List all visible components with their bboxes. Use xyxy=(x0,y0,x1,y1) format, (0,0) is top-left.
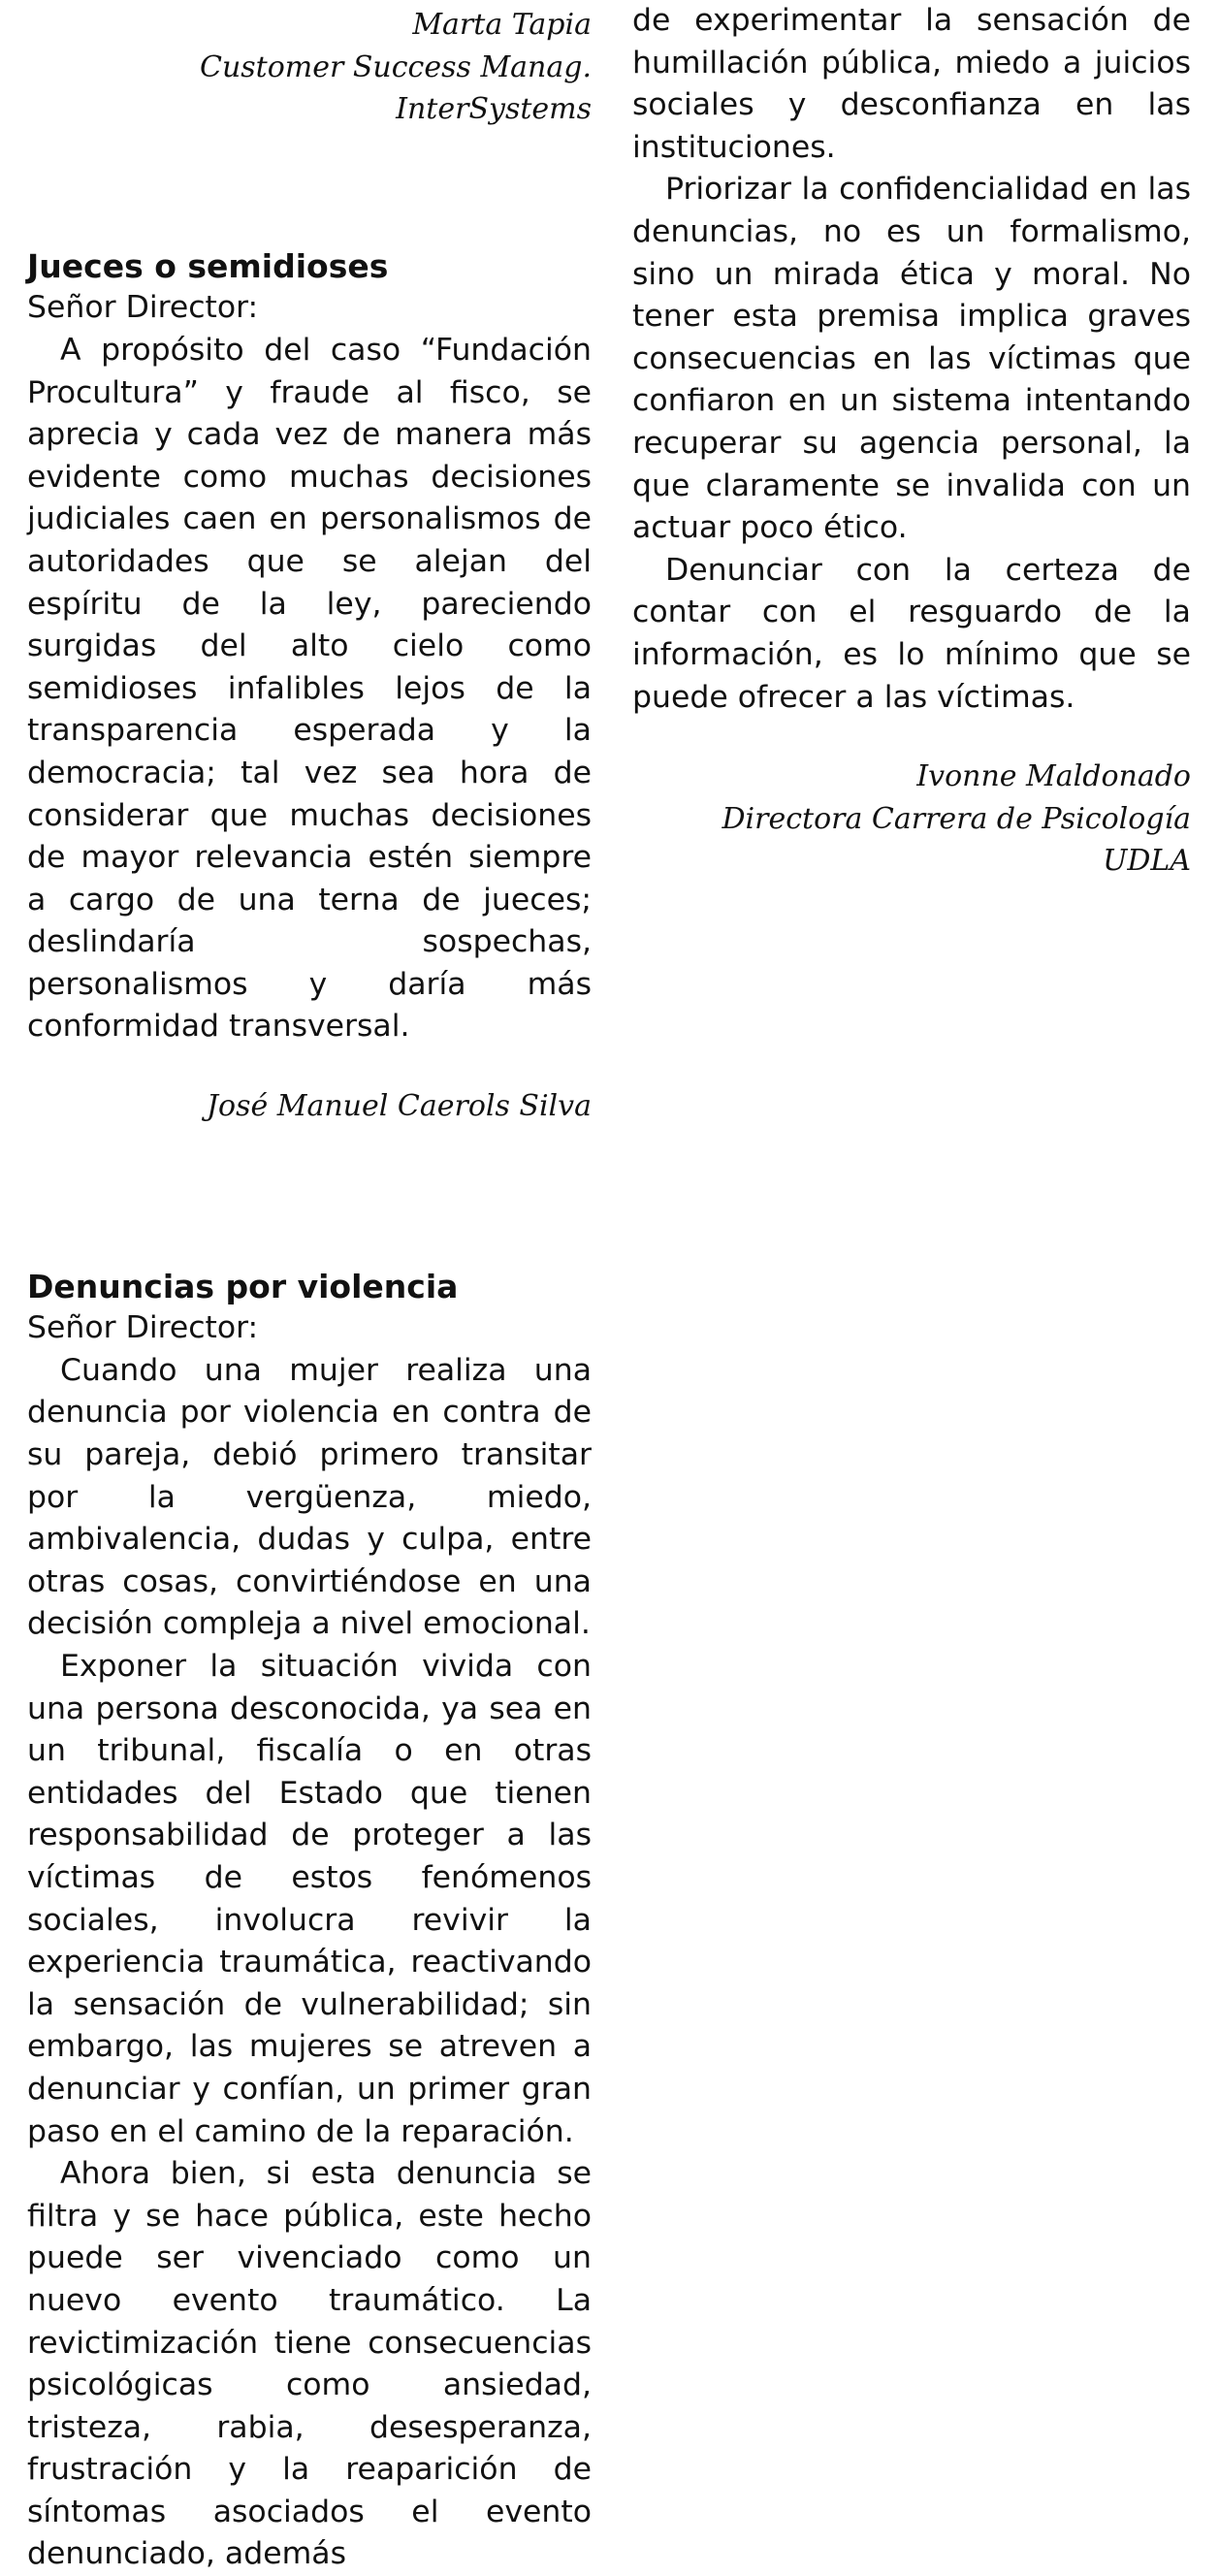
letter-paragraph: Denunciar con la certeza de contar con el resguardo de la información, es lo mínimo que se puede ofrecer a las víctimas. xyxy=(632,552,1191,715)
letter-paragraph: Priorizar la confidencialidad en las denuncias, no es un formalismo, sino un mirada ética y moral. No tener esta premisa implica graves consecuencias en las víctimas que confiaron en un sistema intentando recuperar su agencia personal, la que claramente se invalida con un actuar poco ético. xyxy=(632,172,1191,546)
letter-salutation: Señor Director: xyxy=(27,1310,259,1346)
letter-salutation: Señor Director: xyxy=(27,290,259,326)
letter-paragraph: Exponer la situación vivida con una persona desconocida, ya sea en un tribunal, fiscalía o en otras entidades del Estado que tienen responsabilidad de proteger a las víctimas de estos fenómenos sociales, involucra revivir la experiencia traumática, reactivando la sensación de vulnerabilidad; sin embargo, las mujeres se atreven a denunciar y confían, un primer gran paso en el camino de la reparación. xyxy=(27,1649,592,2149)
letter-denuncias xyxy=(27,1266,592,2576)
letter-body: A propósito del caso “Fundación Procultura” y fraude al fisco, se aprecia y cada vez de manera más evidente como muchas decisiones judiciales caen en personalismos de autoridades que se alejan del espíritu de la ley, pareciendo surgidas del alto cielo como semidioses infalibles lejos de la transparencia esperada y la democracia; tal vez sea hora de considerar que muchas decisiones de mayor relevancia estén siempre a cargo de una terna de jueces; deslindaría sospechas, personalismos y daría más conformidad transversal. xyxy=(27,332,592,1045)
signature-name: Marta Tapia xyxy=(412,8,592,42)
right-column xyxy=(632,0,1191,883)
signature-caerols xyxy=(27,1085,592,1128)
letter-paragraph: Ahora bien, si esta denuncia se filtra y se hace pública, este hecho puede ser vivenciado como un nuevo evento traumático. La revictimización tiene consecuencias psicológicas como ansiedad, tristeza, rabia, desesperanza, frustración y la reaparición de síntomas asociados el evento denunciado, además xyxy=(27,2156,592,2572)
letter-paragraph: Cuando una mujer realiza una denuncia por violencia en contra de su pareja, debió primero transitar por la vergüenza, miedo, ambivalencia, dudas y culpa, entre otras cosas, convirtiéndose en una decisión compleja a nivel emocional. xyxy=(27,1352,592,1642)
left-column xyxy=(27,0,592,2576)
signature-marta-tapia xyxy=(27,4,592,131)
signature-title: Directora Carrera de Psicología UDLA xyxy=(722,801,1191,879)
letter-heading: Denuncias por violencia xyxy=(27,1267,459,1305)
letter-jueces xyxy=(27,245,592,1128)
letter-heading: Jueces o semidioses xyxy=(27,246,389,285)
signature-company: InterSystems xyxy=(396,92,592,127)
signature-maldonado xyxy=(632,756,1191,883)
signature-title: Customer Success Manag. xyxy=(200,49,592,84)
letter-continuation: de experimentar la sensación de humillación pública, miedo a juicios sociales y desconfianza en las instituciones. xyxy=(632,3,1191,165)
signature-name: José Manuel Caerols Silva xyxy=(206,1089,592,1124)
signature-name: Ivonne Maldonado xyxy=(916,759,1191,794)
